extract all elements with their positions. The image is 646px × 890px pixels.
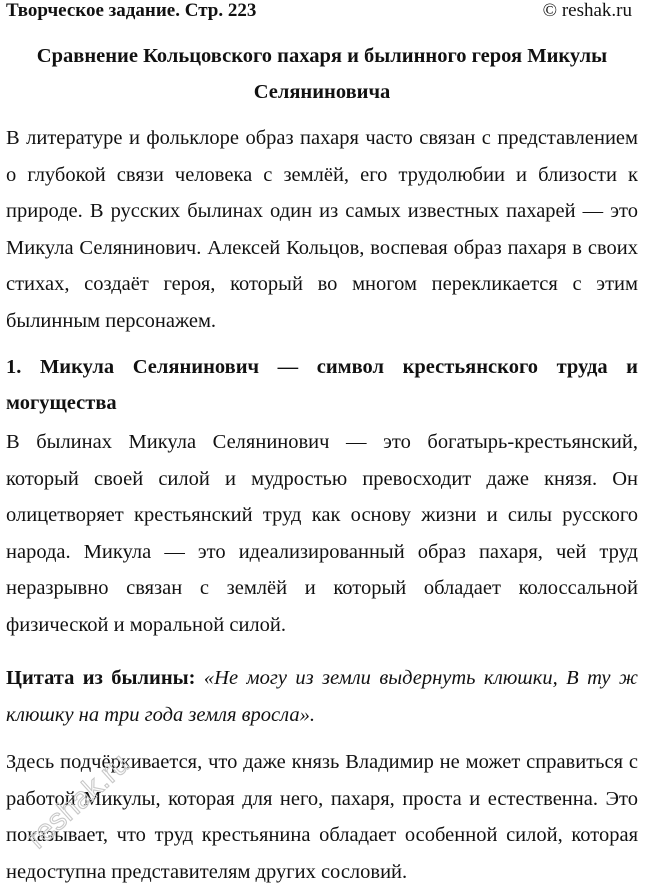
section-paragraph: В былинах Микула Селянинович — это богатырь-крестьянский, который своей силой и мудростью превосходит даже князя. Он олицетворяет крестьянский труд как основу жизни и силы русского народа. Микула — это идеализированный образ пахаря, чей труд неразрывно связан с землёй и который обладает колоссальной физической и моральной силой. bbox=[6, 431, 638, 636]
intro-paragraph: В литературе и фольклоре образ пахаря часто связан с представлением о глубокой связи человека с землёй, его трудолюбии и близости к природе. В русских былинах один из самых известных пахарей — это Микула Селянинович. Алексей Кольцов, воспевая образ пахаря в своих стихах, создаёт героя, который во многом перекликается с этим былинным персонажем. bbox=[6, 127, 638, 332]
page-header bbox=[6, 0, 632, 24]
task-title: Творческое задание. Стр. 223 bbox=[6, 0, 257, 21]
section-heading: 1. Микула Селянинович — символ крестьянского труда и могущества bbox=[6, 356, 638, 414]
watermark-text: reshak.ru bbox=[20, 746, 136, 856]
quote-text: «Не могу из земли выдернуть клюшки, В ту ж клюшку на три года земля вросла». bbox=[6, 667, 638, 726]
quote-label: Цитата из былины: bbox=[6, 667, 196, 689]
quote-paragraph bbox=[6, 660, 638, 733]
document-title: Сравнение Кольцовского пахаря и былинного героя Микулы Селяниновича bbox=[36, 45, 608, 103]
site-copyright: © reshak.ru bbox=[542, 0, 632, 21]
explanation-paragraph: Здесь подчёркивается, что даже князь Владимир не может справиться с работой Микулы, которая для него, пахаря, проста и естественна. Это показывает, что труд крестьянина обладает особенной силой, которая недоступна представителям других сословий. bbox=[6, 751, 638, 883]
